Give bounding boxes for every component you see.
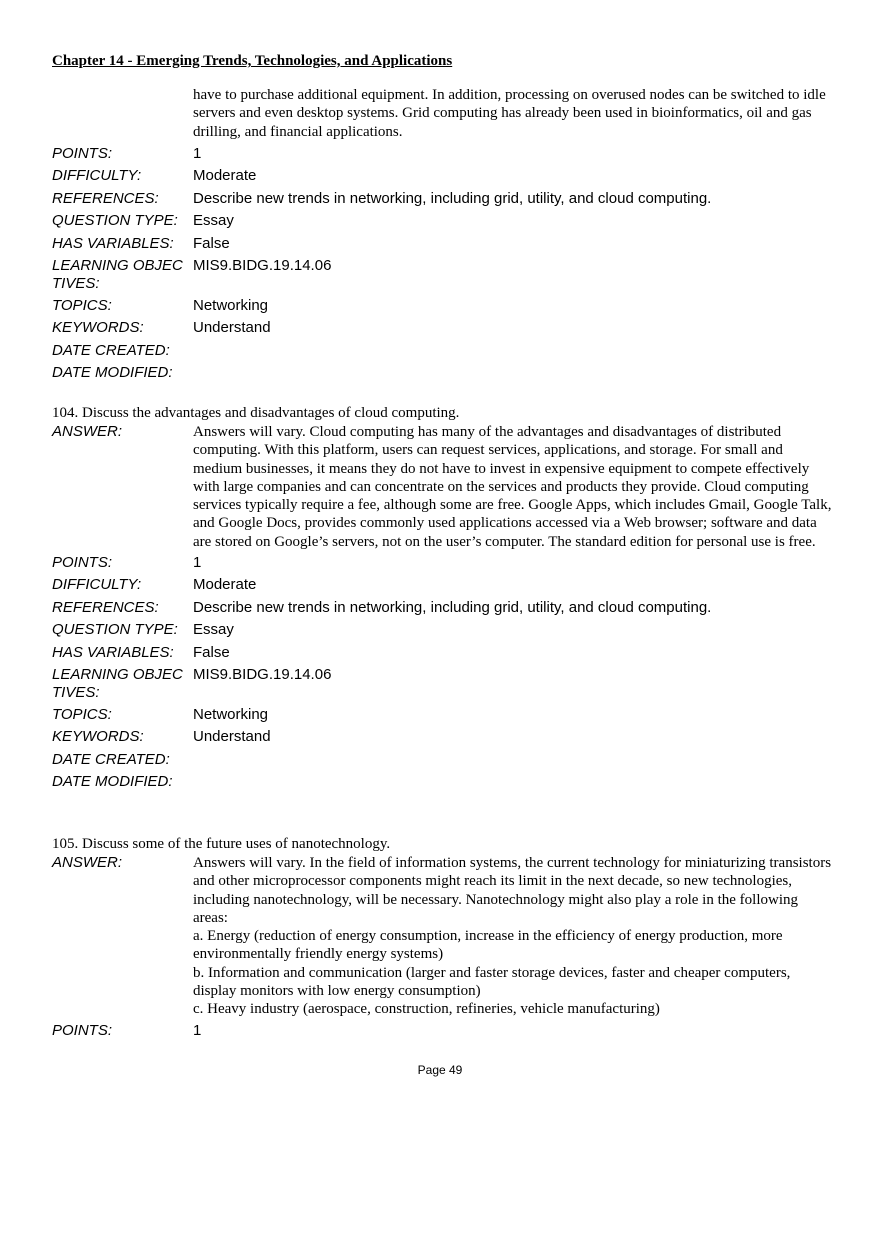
points-label: POINTS: (52, 554, 113, 572)
answer-intro: Answers will vary. In the field of information systems, the current technology for miniaturizing transistors and other microprocessor components might reach its limit in the next decade, so new technologies, including nanotechnology, will be necessary. Nanotechnology might also play a role in the following areas: (193, 855, 832, 926)
meta-row-keywords (52, 319, 832, 341)
meta-row-date-created (52, 342, 832, 364)
points-value: 1 (193, 1021, 202, 1039)
learning-objectives-label: LEARNING OBJEC TIVES: (52, 256, 183, 292)
topics-label: TOPICS: (52, 706, 112, 724)
meta-row-difficulty (52, 167, 832, 189)
date-modified-label: DATE MODIFIED: (52, 773, 173, 791)
question-type-label: QUESTION TYPE: (52, 621, 178, 639)
references-label: REFERENCES: (52, 189, 159, 207)
keywords-label: KEYWORDS: (52, 319, 144, 337)
meta-row-topics (52, 297, 832, 319)
points-value: 1 (193, 145, 202, 162)
learning-objectives-value: MIS9.BIDG.19.14.06 (193, 666, 332, 684)
difficulty-label: DIFFICULTY: (52, 167, 142, 185)
date-modified-label: DATE MODIFIED: (52, 364, 173, 382)
topics-value: Networking (193, 706, 269, 724)
keywords-label: KEYWORDS: (52, 728, 144, 746)
question-type-value: Essay (193, 621, 234, 639)
answer-item-b: b. Information and communication (larger and faster storage devices, faster and cheaper computers, display monitors with low energy consumption) (193, 964, 791, 1000)
question-104-metadata (52, 554, 832, 796)
meta-row-date-modified (52, 773, 832, 795)
answer-item-c: c. Heavy industry (aerospace, construction, refineries, vehicle manufacturing) (193, 1001, 660, 1018)
answer-row (52, 854, 832, 1019)
date-created-label: DATE CREATED: (52, 750, 170, 768)
question-text: 105. Discuss some of the future uses of nanotechnology. (52, 836, 391, 852)
meta-row-question-type (52, 212, 832, 234)
references-label: REFERENCES: (52, 598, 159, 616)
answer-row (52, 423, 832, 551)
date-created-label: DATE CREATED: (52, 341, 170, 359)
meta-row-learning-objectives (52, 257, 832, 297)
topics-label: TOPICS: (52, 296, 112, 314)
question-type-label: QUESTION TYPE: (52, 212, 178, 230)
points-label: POINTS: (52, 145, 113, 162)
meta-row-points (52, 554, 832, 576)
meta-row-date-created (52, 751, 832, 773)
meta-row-learning-objectives (52, 666, 832, 706)
points-label: POINTS: (52, 1021, 113, 1039)
answer-item-a: a. Energy (reduction of energy consumption, increase in the efficiency of energy production, more environmentally friendly energy systems) (193, 928, 783, 963)
topics-value: Networking (193, 296, 269, 314)
meta-row-references (52, 599, 832, 621)
difficulty-value: Moderate (193, 576, 257, 594)
chapter-title: Chapter 14 - Emerging Trends, Technologies, and Applications (52, 53, 453, 69)
meta-row-points (52, 1022, 832, 1044)
meta-row-has-variables (52, 235, 832, 257)
prev-question-metadata (52, 145, 832, 387)
meta-row-keywords (52, 728, 832, 750)
question-105 (52, 835, 832, 1044)
meta-row-date-modified (52, 364, 832, 386)
meta-row-question-type (52, 621, 832, 643)
question-type-value: Essay (193, 212, 234, 230)
learning-objectives-value: MIS9.BIDG.19.14.06 (193, 256, 332, 274)
meta-row-has-variables (52, 644, 832, 666)
has-variables-value: False (193, 234, 230, 252)
meta-row-points (52, 145, 832, 167)
points-value: 1 (193, 554, 202, 572)
answer-text (193, 854, 832, 1019)
learning-objectives-label: LEARNING OBJEC TIVES: (52, 666, 183, 702)
has-variables-value: False (193, 643, 230, 661)
meta-row-references (52, 190, 832, 212)
answer-text: Answers will vary. Cloud computing has many of the advantages and disadvantages of distributed computing. With this platform, users can request services, applications, and storage. For small and medium businesses, it means they do not have to invest in expensive equipment to compete effectively with large companies and can concentrate on the services and products they provide. Cloud computing services typically require a fee, although some are free. Google Apps, which includes Gmail, Google Talk, and Google Docs, provides commonly used applications accessed via a Web browser; software and data are stored on Google’s servers, not on the user’s computer. The standard edition for personal use is free. (193, 424, 832, 550)
question-text: 104. Discuss the advantages and disadvantages of cloud computing. (52, 405, 460, 421)
question-105-metadata (52, 1022, 832, 1044)
meta-row-topics (52, 706, 832, 728)
references-value: Describe new trends in networking, including grid, utility, and cloud computing. (193, 189, 712, 207)
meta-row-difficulty (52, 576, 832, 598)
references-value: Describe new trends in networking, including grid, utility, and cloud computing. (193, 598, 712, 616)
answer-label: ANSWER: (52, 854, 123, 871)
keywords-value: Understand (193, 728, 271, 746)
difficulty-label: DIFFICULTY: (52, 576, 142, 594)
difficulty-value: Moderate (193, 167, 257, 185)
page-number: Page 49 (417, 1063, 463, 1077)
keywords-value: Understand (193, 319, 271, 337)
has-variables-label: HAS VARIABLES: (52, 643, 174, 661)
continued-answer-text: have to purchase additional equipment. In addition, processing on overused nodes can be switched to idle servers and even desktop systems. Grid computing has already been used in bioinformatics, oil and gas drilling, and financial applications. (193, 87, 826, 140)
has-variables-label: HAS VARIABLES: (52, 234, 174, 252)
answer-label: ANSWER: (52, 423, 123, 440)
question-104 (52, 404, 832, 796)
